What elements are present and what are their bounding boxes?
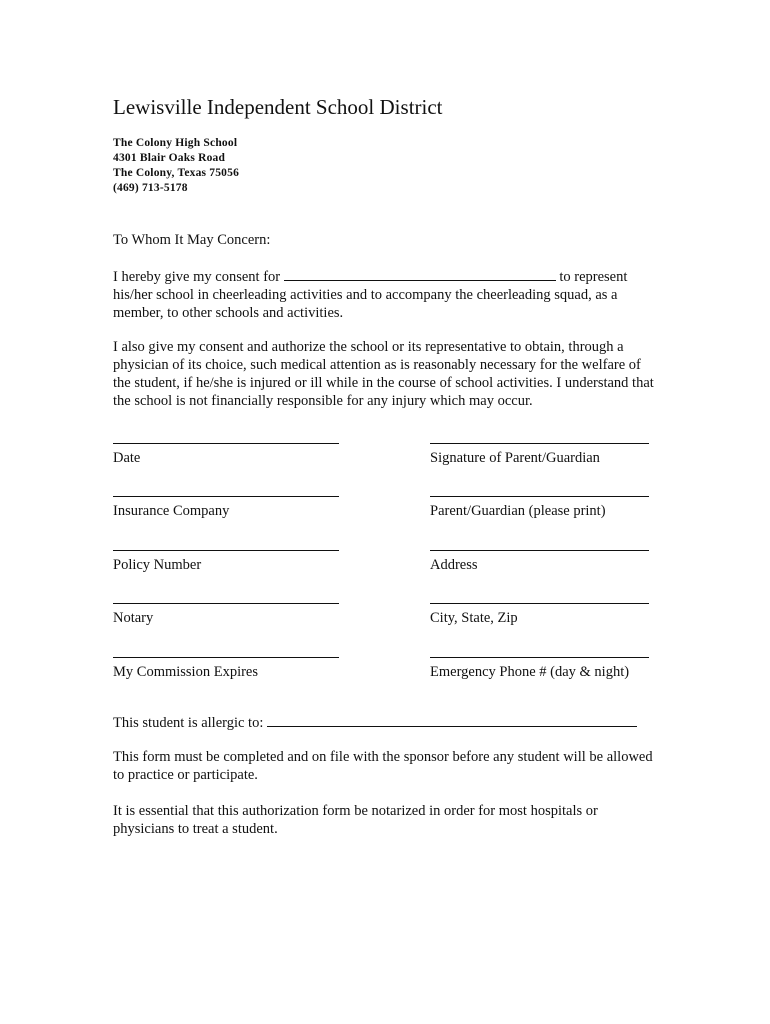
medical-consent-paragraph: I also give my consent and authorize the school or its representative to obtain, through a physician of its choice, such medical attention as is reasonably necessary for the welfare of the student, if he/she is injured or ill while in the course of school activities. I understand that the school is not financially responsible for any injury which may occur. (113, 339, 654, 409)
school-phone: (469) 713-5178 (113, 182, 188, 194)
address-label: Address (430, 557, 478, 573)
parent-signature-line[interactable] (430, 443, 649, 444)
commission-expires-field[interactable] (113, 657, 339, 681)
notary-note: It is essential that this authorization form be notarized in order for most hospitals or physicians to treat a student. (113, 803, 598, 837)
date-field[interactable] (113, 443, 339, 467)
school-name: The Colony High School (113, 137, 238, 149)
consent-paragraph (113, 266, 653, 322)
consent-prefix: I hereby give my consent for (113, 269, 284, 285)
city-state-zip-label: City, State, Zip (430, 610, 518, 626)
consent-suffix: to represent his/her school in cheerleading activities and to accompany the cheerleading squad, as a member, to other schools and activities. (113, 269, 628, 321)
parent-signature-field[interactable] (430, 443, 649, 467)
city-state-zip-line[interactable] (430, 603, 649, 604)
notary-line[interactable] (113, 603, 339, 604)
parent-name-field[interactable] (430, 496, 649, 520)
allergy-blank[interactable] (267, 712, 637, 727)
parent-name-label: Parent/Guardian (please print) (430, 503, 606, 519)
greeting: To Whom It May Concern: (113, 232, 271, 248)
commission-expires-label: My Commission Expires (113, 664, 259, 680)
street-address: 4301 Blair Oaks Road (113, 152, 226, 164)
date-label: Date (113, 450, 141, 466)
address-field[interactable] (430, 550, 649, 574)
insurance-company-label: Insurance Company (113, 503, 230, 519)
city-state-zip: The Colony, Texas 75056 (113, 167, 240, 179)
emergency-phone-label: Emergency Phone # (day & night) (430, 664, 630, 680)
notary-field[interactable] (113, 603, 339, 627)
insurance-company-field[interactable] (113, 496, 339, 520)
policy-number-field[interactable] (113, 550, 339, 574)
parent-signature-label: Signature of Parent/Guardian (430, 450, 600, 466)
emergency-phone-field[interactable] (430, 657, 649, 681)
address-line[interactable] (430, 550, 649, 551)
policy-number-line[interactable] (113, 550, 339, 551)
school-address (113, 136, 239, 196)
completion-note: This form must be completed and on file with the sponsor before any student will be allowed to practice or participate. (113, 749, 653, 783)
insurance-company-line[interactable] (113, 496, 339, 497)
parent-name-line[interactable] (430, 496, 649, 497)
commission-expires-line[interactable] (113, 657, 339, 658)
city-state-zip-field[interactable] (430, 603, 649, 627)
district-title: Lewisville Independent School District (113, 95, 443, 119)
notary-label: Notary (113, 610, 154, 626)
student-name-blank[interactable] (284, 266, 556, 281)
policy-number-label: Policy Number (113, 557, 202, 573)
allergy-line (113, 712, 637, 732)
allergy-label: This student is allergic to: (113, 715, 267, 731)
date-line[interactable] (113, 443, 339, 444)
emergency-phone-line[interactable] (430, 657, 649, 658)
